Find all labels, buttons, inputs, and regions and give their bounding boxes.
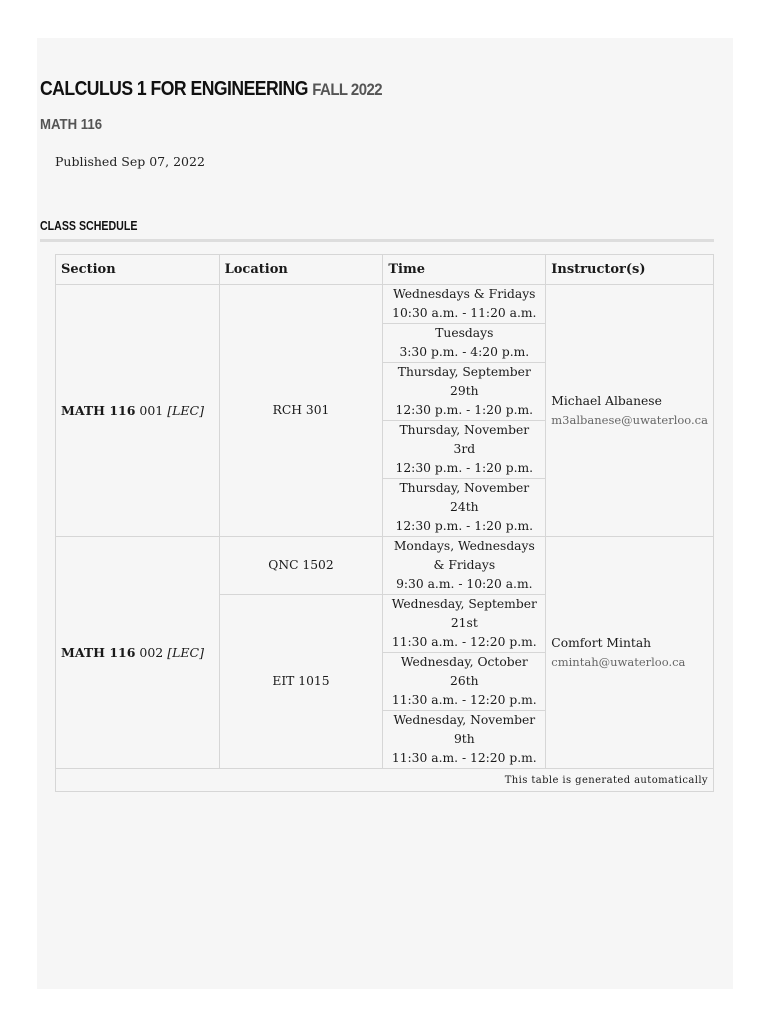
section-course: MATH 116	[61, 403, 136, 418]
heading-divider	[40, 239, 714, 242]
time-cell	[383, 711, 546, 769]
course-page	[37, 38, 733, 989]
time-cell	[383, 324, 546, 363]
time-hours: 11:30 a.m. - 12:20 p.m.	[391, 751, 537, 765]
table-footer-row	[56, 769, 714, 792]
section-number: 001	[139, 403, 164, 418]
table-row	[56, 537, 714, 595]
course-code: MATH 116	[40, 116, 103, 133]
section-type: [LEC]	[167, 403, 204, 418]
section-number: 002	[139, 645, 164, 660]
time-cell	[383, 653, 546, 711]
time-days: Mondays, Wednesdays & Fridays	[393, 539, 535, 572]
time-hours: 10:30 a.m. - 11:20 a.m.	[392, 306, 537, 320]
time-days: Wednesday, October 26th	[400, 655, 528, 688]
location-cell: RCH 301	[219, 285, 383, 537]
location-cell: EIT 1015	[219, 595, 383, 769]
section-type: [LEC]	[167, 645, 204, 660]
table-header-row	[56, 255, 714, 285]
instructor-email[interactable]: m3albanese@uwaterloo.ca	[551, 412, 708, 427]
time-hours: 12:30 p.m. - 1:20 p.m.	[395, 403, 534, 417]
section-course: MATH 116	[61, 645, 136, 660]
time-hours: 3:30 p.m. - 4:20 p.m.	[399, 345, 530, 359]
course-title-text: CALCULUS 1 FOR ENGINEERING	[40, 78, 308, 100]
column-header-instructor: Instructor(s)	[546, 255, 714, 285]
section-cell	[56, 285, 220, 537]
time-cell	[383, 537, 546, 595]
time-days: Thursday, November 24th	[399, 481, 530, 514]
instructor-name: Michael Albanese	[551, 393, 662, 408]
time-cell	[383, 285, 546, 324]
table-row	[56, 285, 714, 324]
section-cell	[56, 537, 220, 769]
time-cell	[383, 421, 546, 479]
published-date: Published Sep 07, 2022	[55, 154, 205, 169]
course-title	[40, 78, 382, 101]
time-hours: 12:30 p.m. - 1:20 p.m.	[395, 519, 534, 533]
column-header-section: Section	[56, 255, 220, 285]
instructor-name: Comfort Mintah	[551, 635, 652, 650]
time-days: Wednesdays & Fridays	[393, 287, 536, 301]
time-hours: 11:30 a.m. - 12:20 p.m.	[391, 635, 537, 649]
time-cell	[383, 363, 546, 421]
instructor-cell	[546, 537, 714, 769]
time-days: Wednesday, November 9th	[393, 713, 536, 746]
class-schedule-table	[55, 254, 714, 792]
table-footer-note: This table is generated automatically	[56, 769, 714, 792]
class-schedule-heading: CLASS SCHEDULE	[40, 219, 138, 233]
instructor-cell	[546, 285, 714, 537]
time-days: Wednesday, September 21st	[391, 597, 537, 630]
time-cell	[383, 479, 546, 537]
time-hours: 12:30 p.m. - 1:20 p.m.	[395, 461, 534, 475]
time-days: Thursday, September 29th	[397, 365, 531, 398]
time-hours: 11:30 a.m. - 12:20 p.m.	[391, 693, 537, 707]
time-days: Tuesdays	[435, 326, 494, 340]
location-cell: QNC 1502	[219, 537, 383, 595]
course-term: FALL 2022	[312, 80, 383, 99]
time-cell	[383, 595, 546, 653]
time-hours: 9:30 a.m. - 10:20 a.m.	[396, 577, 533, 591]
column-header-location: Location	[219, 255, 383, 285]
column-header-time: Time	[383, 255, 546, 285]
time-days: Thursday, November 3rd	[399, 423, 530, 456]
instructor-email[interactable]: cmintah@uwaterloo.ca	[551, 654, 686, 669]
